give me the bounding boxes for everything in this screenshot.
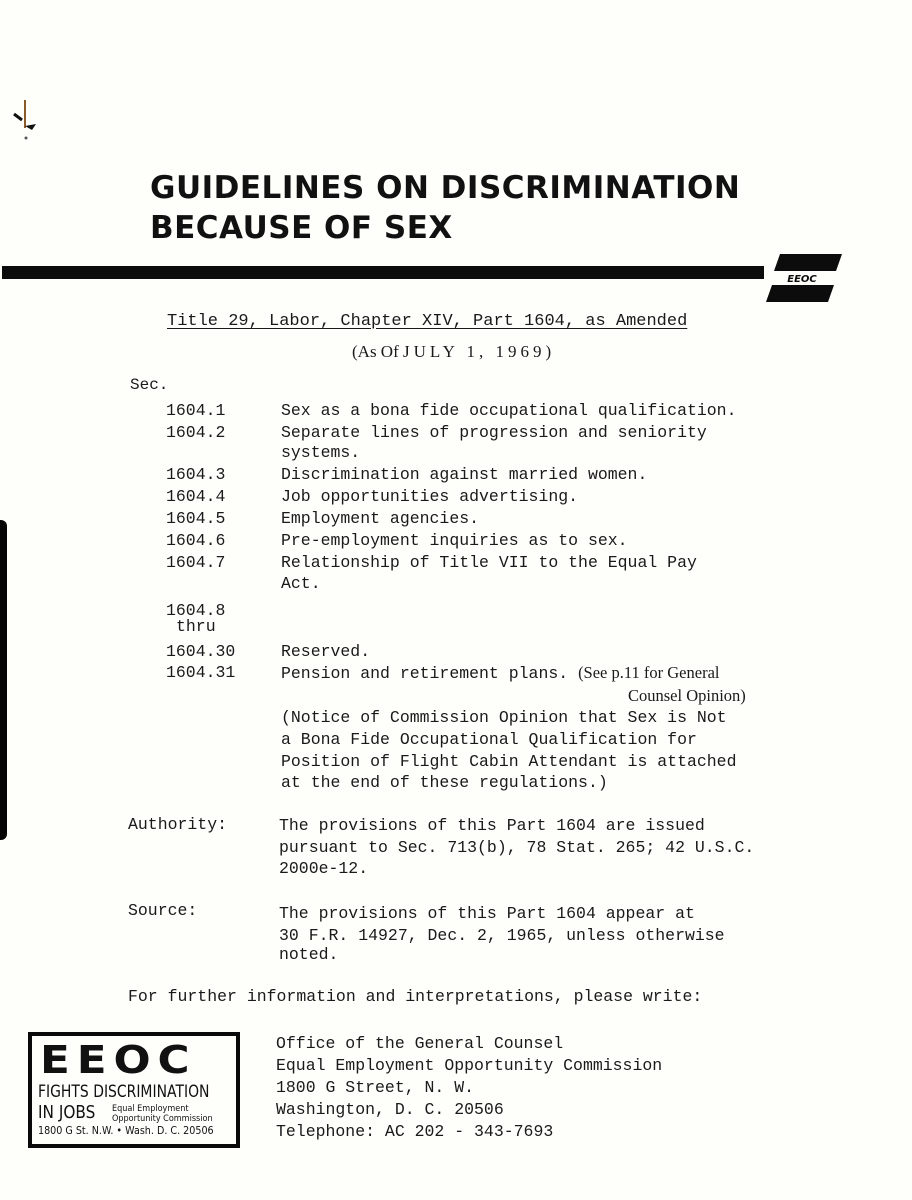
document-title bbox=[150, 168, 740, 248]
badge-eeoc: EEOC bbox=[40, 1038, 197, 1082]
badge-agency-name: Equal Employment Opportunity Commission bbox=[112, 1104, 213, 1124]
section-description: Reserved. bbox=[281, 642, 371, 661]
pension-note: (See p.11 for General bbox=[578, 663, 720, 682]
sec-label: Sec. bbox=[130, 376, 169, 394]
eeoc-badge bbox=[28, 1032, 240, 1148]
eeoc-logo-icon bbox=[762, 254, 844, 302]
regulation-subtitle: Title 29, Labor, Chapter XIV, Part 1604, as Amended bbox=[167, 312, 688, 331]
badge-in-jobs: IN JOBS bbox=[38, 1102, 96, 1123]
section-description: Pre-employment inquiries as to sex. bbox=[281, 531, 628, 550]
telephone: Telephone: AC 202 - 343-7693 bbox=[276, 1122, 554, 1141]
badge-fights: FIGHTS DISCRIMINATION bbox=[38, 1082, 210, 1102]
address-line: 1800 G Street, N. W. bbox=[276, 1078, 475, 1097]
address-line: Office of the General Counsel bbox=[276, 1034, 564, 1053]
section-number: 1604.3 bbox=[166, 465, 226, 484]
section-description: Discrimination against married women. bbox=[281, 465, 648, 484]
section-range-thru: thru bbox=[176, 617, 216, 636]
section-description: Separate lines of progression and seniority bbox=[281, 423, 707, 442]
further-info-text: For further information and interpretations, please write: bbox=[128, 987, 703, 1006]
section-number: 1604.6 bbox=[166, 531, 226, 550]
source-label: Source: bbox=[128, 901, 198, 920]
address-line: Equal Employment Opportunity Commission bbox=[276, 1056, 663, 1075]
section-number: 1604.31 bbox=[166, 663, 236, 682]
authority-label: Authority: bbox=[128, 815, 228, 834]
header-rule bbox=[2, 266, 764, 279]
title-line-1: GUIDELINES ON DISCRIMINATION bbox=[150, 170, 741, 206]
section-description: Employment agencies. bbox=[281, 509, 480, 528]
section-description: Job opportunities advertising. bbox=[281, 487, 579, 506]
pension-note-cont: Counsel Opinion) bbox=[628, 686, 746, 705]
section-number: 1604.7 bbox=[166, 553, 226, 572]
section-number: 1604.2 bbox=[166, 423, 226, 442]
section-description: Pension and retirement plans. (See p.11 for General bbox=[281, 663, 720, 683]
mailing-address bbox=[276, 1033, 662, 1143]
section-number: 1604.30 bbox=[166, 642, 236, 661]
section-description: Sex as a bona fide occupational qualification. bbox=[281, 401, 737, 420]
section-number: 1604.4 bbox=[166, 487, 226, 506]
section-description: Relationship of Title VII to the Equal Pay bbox=[281, 553, 697, 572]
effective-date: JULY 1, 1969 bbox=[403, 342, 546, 361]
as-of-date: (As Of JULY 1, 1969) bbox=[352, 342, 552, 361]
section-number: 1604.5 bbox=[166, 509, 226, 528]
section-number: 1604.1 bbox=[166, 401, 226, 420]
scan-edge-shadow bbox=[0, 520, 7, 840]
badge-address: 1800 G St. N.W. • Wash. D. C. 20506 bbox=[38, 1124, 214, 1137]
svg-text:EEOC: EEOC bbox=[787, 274, 817, 285]
address-line: Washington, D. C. 20506 bbox=[276, 1100, 504, 1119]
title-line-2: BECAUSE OF SEX bbox=[150, 210, 453, 246]
handwritten-mark-icon bbox=[10, 96, 40, 146]
section-number: 1604.8 bbox=[166, 601, 226, 620]
